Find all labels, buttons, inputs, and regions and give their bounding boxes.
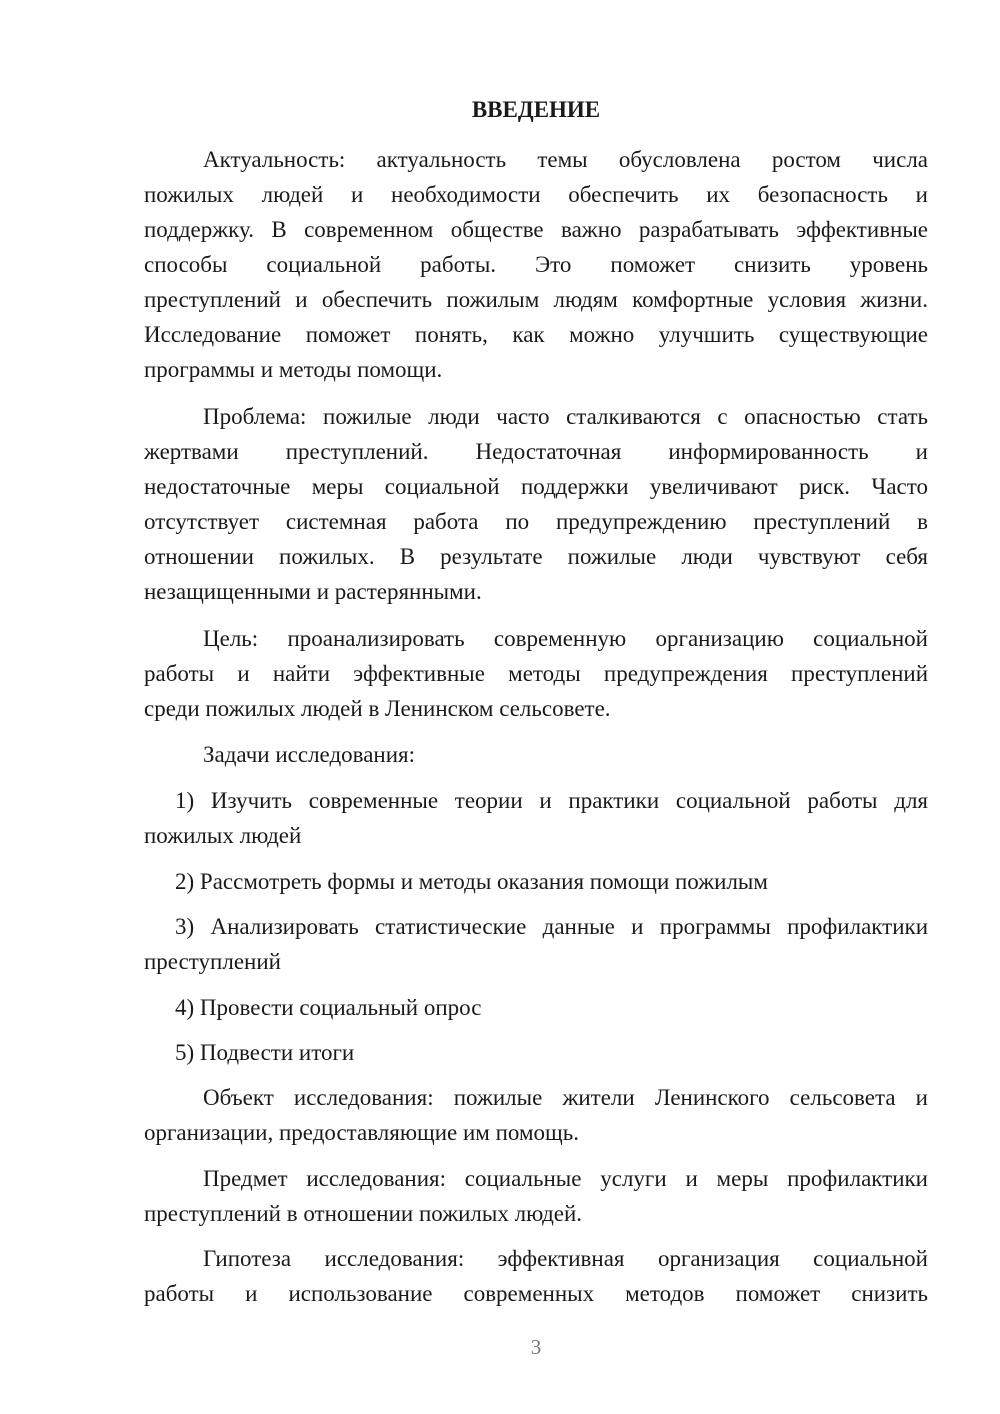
paragraph-problem bbox=[144, 399, 928, 609]
text-line: среди пожилых людей в Ленинском сельсовете. bbox=[144, 696, 611, 721]
text-line: работы и найти эффективные методы предупреждения преступлений bbox=[144, 661, 928, 686]
task-item-1 bbox=[144, 783, 928, 853]
text-line: 5) Подвести итоги bbox=[175, 1040, 355, 1065]
text-line: Объект исследования: пожилые жители Ленинского сельсовета и bbox=[203, 1085, 928, 1110]
task-item-5 bbox=[144, 1035, 928, 1070]
page-title: ВВЕДЕНИЕ bbox=[471, 97, 601, 122]
text-line: программы и методы помощи. bbox=[144, 357, 443, 382]
text-line: преступлений в отношении пожилых людей. bbox=[144, 1201, 583, 1226]
text-line: способы социальной работы. Это поможет снизить уровень bbox=[144, 252, 928, 277]
text-line: преступлений bbox=[144, 949, 281, 974]
text-line: жертвами преступлений. Недостаточная информированность и bbox=[144, 439, 928, 464]
text-line: 2) Рассмотреть формы и методы оказания помощи пожилым bbox=[175, 869, 768, 894]
text-line: поддержку. В современном обществе важно разрабатывать эффективные bbox=[144, 217, 928, 242]
paragraph-subject bbox=[144, 1161, 928, 1231]
text-line: работы и использование современных методов поможет снизить bbox=[144, 1281, 928, 1306]
text-line: Предмет исследования: социальные услуги и меры профилактики bbox=[203, 1166, 928, 1191]
text-line: Проблема: пожилые люди часто сталкиваются с опасностью стать bbox=[203, 404, 928, 429]
paragraph-hypothesis bbox=[144, 1241, 928, 1311]
text-line: пожилых людей и необходимости обеспечить их безопасность и bbox=[144, 182, 928, 207]
text-line: недостаточные меры социальной поддержки увеличивают риск. Часто bbox=[144, 474, 928, 499]
text-line: пожилых людей bbox=[144, 823, 302, 848]
text-line: 3) Анализировать статистические данные и программы профилактики bbox=[175, 914, 928, 939]
text-line: 4) Провести социальный опрос bbox=[175, 995, 482, 1020]
task-item-3 bbox=[144, 909, 928, 979]
text-line: Исследование поможет понять, как можно улучшить существующие bbox=[144, 322, 928, 347]
text-line: незащищенными и растерянными. bbox=[144, 579, 482, 604]
paragraph-object bbox=[144, 1080, 928, 1150]
text-line: Актуальность: актуальность темы обусловлена ростом числа bbox=[203, 147, 928, 172]
text-line: организации, предоставляющие им помощь. bbox=[144, 1120, 579, 1145]
text-line: отсутствует системная работа по предупреждению преступлений в bbox=[144, 509, 928, 534]
task-item-2 bbox=[144, 864, 928, 899]
page-number: 3 bbox=[530, 1335, 542, 1359]
paragraph-relevance bbox=[144, 142, 928, 387]
text-line: Цель: проанализировать современную организацию социальной bbox=[203, 626, 928, 651]
text-line: 1) Изучить современные теории и практики социальной работы для bbox=[175, 788, 928, 813]
text-line: Гипотеза исследования: эффективная организация социальной bbox=[203, 1246, 928, 1271]
paragraph-goal bbox=[144, 621, 928, 726]
text-line: Задачи исследования: bbox=[203, 742, 416, 767]
task-item-4 bbox=[144, 990, 928, 1025]
text-line: преступлений и обеспечить пожилым людям комфортные условия жизни. bbox=[144, 287, 928, 312]
tasks-heading bbox=[144, 737, 928, 772]
text-line: отношении пожилых. В результате пожилые люди чувствуют себя bbox=[144, 544, 928, 569]
